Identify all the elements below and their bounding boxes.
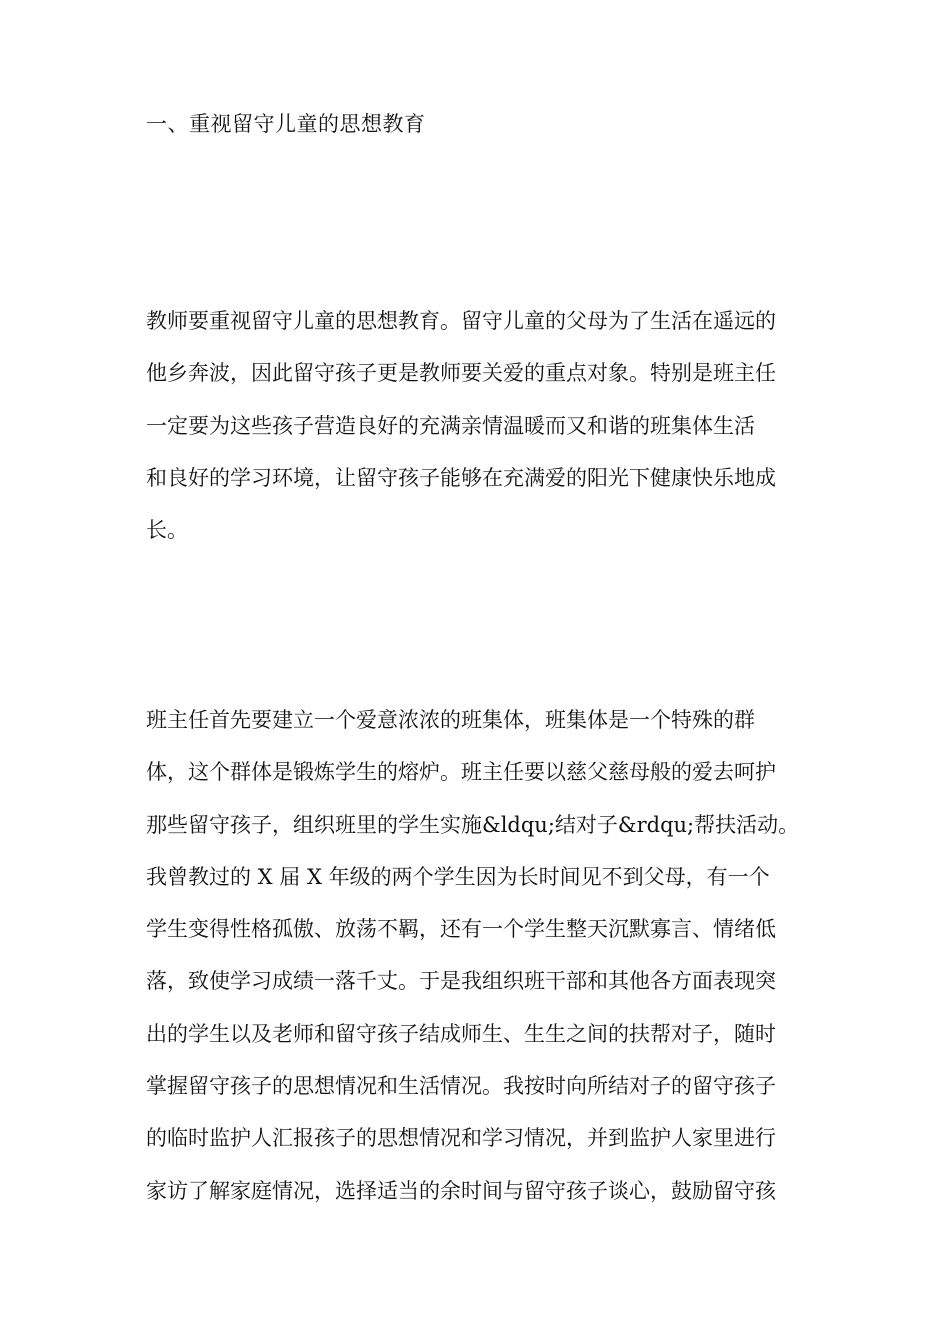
paragraph-line: 长。 [146, 518, 188, 543]
paragraph-line: 一定要为这些孩子营造良好的充满亲情温暖而又和谐的班集体生活 [146, 413, 755, 438]
paragraph-line: 落，致使学习成绩一落千丈。于是我组织班干部和其他各方面表现突 [146, 969, 776, 994]
section-heading: 一、重视留守儿童的思想教育 [146, 112, 426, 136]
paragraph-line: 和良好的学习环境，让留守孩子能够在充满爱的阳光下健康快乐地成 [146, 465, 776, 490]
paragraph-line: 掌握留守孩子的思想情况和生活情况。我按时向所结对子的留守孩子 [146, 1074, 776, 1099]
paragraph-line: 我曾教过的 X 届 X 年级的两个学生因为长时间见不到父母，有一个 [146, 864, 770, 889]
paragraph-line: 那些留守孩子，组织班里的学生实施&ldqu;结对子&rdqu;帮扶活动。 [146, 812, 800, 837]
paragraph-line: 家访了解家庭情况，选择适当的余时间与留守孩子谈心，鼓励留守孩 [146, 1178, 776, 1203]
paragraph-line: 的临时监护人汇报孩子的思想情况和学习情况，并到监护人家里进行 [146, 1126, 776, 1151]
paragraph-line: 体，这个群体是锻炼学生的熔炉。班主任要以慈父慈母般的爱去呵护 [146, 760, 776, 785]
paragraph-line: 班主任首先要建立一个爱意浓浓的班集体，班集体是一个特殊的群 [146, 708, 755, 732]
paragraph-1 [146, 295, 826, 556]
paragraph-2 [146, 694, 826, 1217]
paragraph-line: 学生变得性格孤傲、放荡不羁，还有一个学生整天沉默寡言、情绪低 [146, 917, 776, 942]
paragraph-line: 他乡奔波，因此留守孩子更是教师要关爱的重点对象。特别是班主任 [146, 361, 776, 386]
paragraph-line: 教师要重视留守儿童的思想教育。留守儿童的父母为了生活在遥远的 [146, 309, 776, 333]
paragraph-line: 出的学生以及老师和留守孩子结成师生、生生之间的扶帮对子，随时 [146, 1021, 776, 1046]
